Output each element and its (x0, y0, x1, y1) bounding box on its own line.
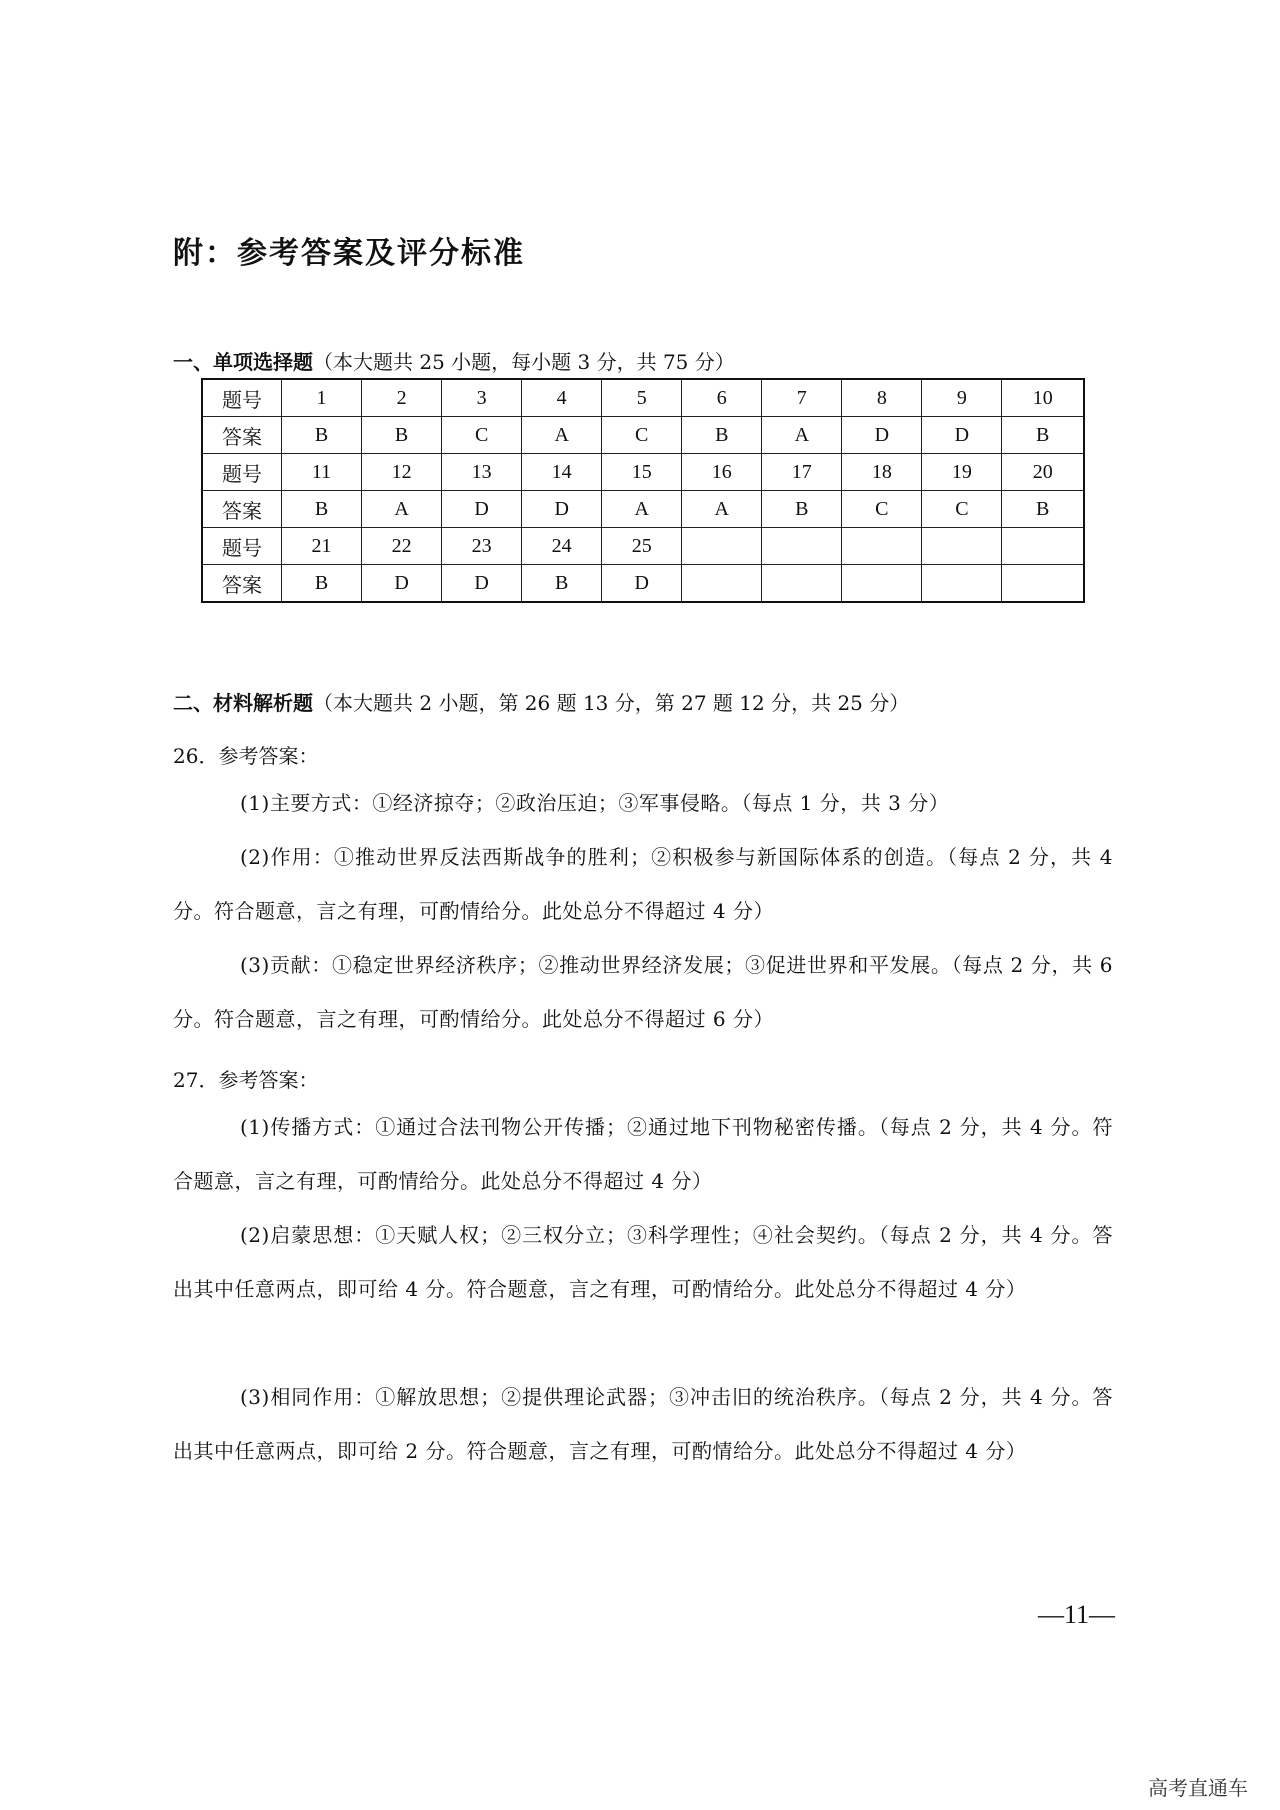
question-number-cell: 22 (362, 528, 442, 565)
question-number-cell (922, 528, 1002, 565)
q27-title: 27．参考答案： (173, 1068, 319, 1092)
question-number-cell: 5 (602, 379, 682, 417)
question-number-cell: 24 (522, 528, 602, 565)
answer-cell: B (282, 491, 362, 528)
answer-cell: A (602, 491, 682, 528)
watermark: 高考直通车 (1148, 1776, 1248, 1800)
question-number-cell: 7 (762, 379, 842, 417)
question-number-cell: 20 (1002, 454, 1084, 491)
table-row (202, 454, 1084, 491)
answer-cell: B (682, 417, 762, 454)
q27-part2: (2)启蒙思想：①天赋人权；②三权分立；③科学理性；④社会契约。（每点 2 分，共 4 分。答出其中任意两点，即可给 4 分。符合题意，言之有理，可酌情给分。此处总分不得超过 4 分） (173, 1223, 1113, 1301)
question-number-cell: 3 (442, 379, 522, 417)
answer-cell: C (442, 417, 522, 454)
question-number-row-label: 题号 (202, 528, 282, 565)
table-row (202, 491, 1084, 528)
answer-row-label: 答案 (202, 565, 282, 603)
section-2-note: （本大题共 2 小题，第 26 题 13 分，第 27 题 12 分，共 25 分） (313, 691, 910, 715)
question-number-row-label: 题号 (202, 454, 282, 491)
answer-cell: B (282, 417, 362, 454)
question-number-cell: 21 (282, 528, 362, 565)
q26-part1: (1)主要方式：①经济掠夺；②政治压迫；③军事侵略。（每点 1 分，共 3 分） (240, 791, 950, 815)
answer-cell: B (522, 565, 602, 603)
q27-part3: (3)相同作用：①解放思想；②提供理论武器；③冲击旧的统治秩序。（每点 2 分，共 4 分。答出其中任意两点，即可给 2 分。符合题意，言之有理，可酌情给分。此处总分不得超过 4 分） (173, 1385, 1113, 1463)
section-2-heading (173, 687, 909, 716)
question-number-cell (842, 528, 922, 565)
table-row (202, 565, 1084, 603)
question-number-cell: 16 (682, 454, 762, 491)
question-number-cell: 4 (522, 379, 602, 417)
question-number-cell: 9 (922, 379, 1002, 417)
section-1-lead: 一、单项选择题 (173, 350, 313, 374)
answer-cell: B (362, 417, 442, 454)
q26-title: 26．参考答案： (173, 744, 319, 768)
question-number-cell: 23 (442, 528, 522, 565)
answer-cell (1002, 565, 1084, 603)
answer-cell: C (922, 491, 1002, 528)
question-number-cell: 11 (282, 454, 362, 491)
page-number: —11— (1038, 1600, 1116, 1629)
question-number-cell: 8 (842, 379, 922, 417)
answer-cell (762, 565, 842, 603)
answer-cell: D (442, 491, 522, 528)
question-number-cell: 25 (602, 528, 682, 565)
question-number-cell: 19 (922, 454, 1002, 491)
answer-cell: D (442, 565, 522, 603)
table-row (202, 417, 1084, 454)
question-number-cell (762, 528, 842, 565)
table-row (202, 379, 1084, 417)
answer-cell: A (682, 491, 762, 528)
question-number-cell: 2 (362, 379, 442, 417)
table-row (202, 528, 1084, 565)
q27-part1: (1)传播方式：①通过合法刊物公开传播；②通过地下刊物秘密传播。（每点 2 分，共 4 分。符合题意，言之有理，可酌情给分。此处总分不得超过 4 分） (173, 1115, 1113, 1193)
question-number-cell: 13 (442, 454, 522, 491)
question-number-cell (682, 528, 762, 565)
answer-cell (842, 565, 922, 603)
answer-cell: B (1002, 417, 1084, 454)
question-number-cell: 6 (682, 379, 762, 417)
answer-cell: A (522, 417, 602, 454)
section-1-note: （本大题共 25 小题，每小题 3 分，共 75 分） (313, 350, 735, 374)
answer-cell: D (362, 565, 442, 603)
answer-cell: C (842, 491, 922, 528)
question-number-cell: 14 (522, 454, 602, 491)
answer-cell (682, 565, 762, 603)
answer-cell: D (602, 565, 682, 603)
answer-row-label: 答案 (202, 491, 282, 528)
answer-cell: D (522, 491, 602, 528)
q26-part2: (2)作用：①推动世界反法西斯战争的胜利；②积极参与新国际体系的创造。（每点 2 分，共 4 分。符合题意，言之有理，可酌情给分。此处总分不得超过 4 分） (173, 845, 1113, 923)
answer-cell: D (922, 417, 1002, 454)
answer-cell: A (762, 417, 842, 454)
question-number-cell: 12 (362, 454, 442, 491)
answer-cell: B (762, 491, 842, 528)
answer-row-label: 答案 (202, 417, 282, 454)
question-number-cell: 17 (762, 454, 842, 491)
question-number-cell (1002, 528, 1084, 565)
question-number-cell: 10 (1002, 379, 1084, 417)
question-number-cell: 15 (602, 454, 682, 491)
question-number-row-label: 题号 (202, 379, 282, 417)
q26-part3: (3)贡献：①稳定世界经济秩序；②推动世界经济发展；③促进世界和平发展。（每点 2 分，共 6 分。符合题意，言之有理，可酌情给分。此处总分不得超过 6 分） (173, 953, 1113, 1031)
question-number-cell: 1 (282, 379, 362, 417)
page-title: 附：参考答案及评分标准 (173, 236, 525, 271)
answer-cell: C (602, 417, 682, 454)
question-number-cell: 18 (842, 454, 922, 491)
answer-table (201, 378, 1085, 603)
section-2-lead: 二、材料解析题 (173, 691, 313, 715)
answer-cell: B (1002, 491, 1084, 528)
answer-cell: D (842, 417, 922, 454)
answer-cell: B (282, 565, 362, 603)
answer-cell (922, 565, 1002, 603)
section-1-heading (173, 346, 735, 375)
answer-cell: A (362, 491, 442, 528)
